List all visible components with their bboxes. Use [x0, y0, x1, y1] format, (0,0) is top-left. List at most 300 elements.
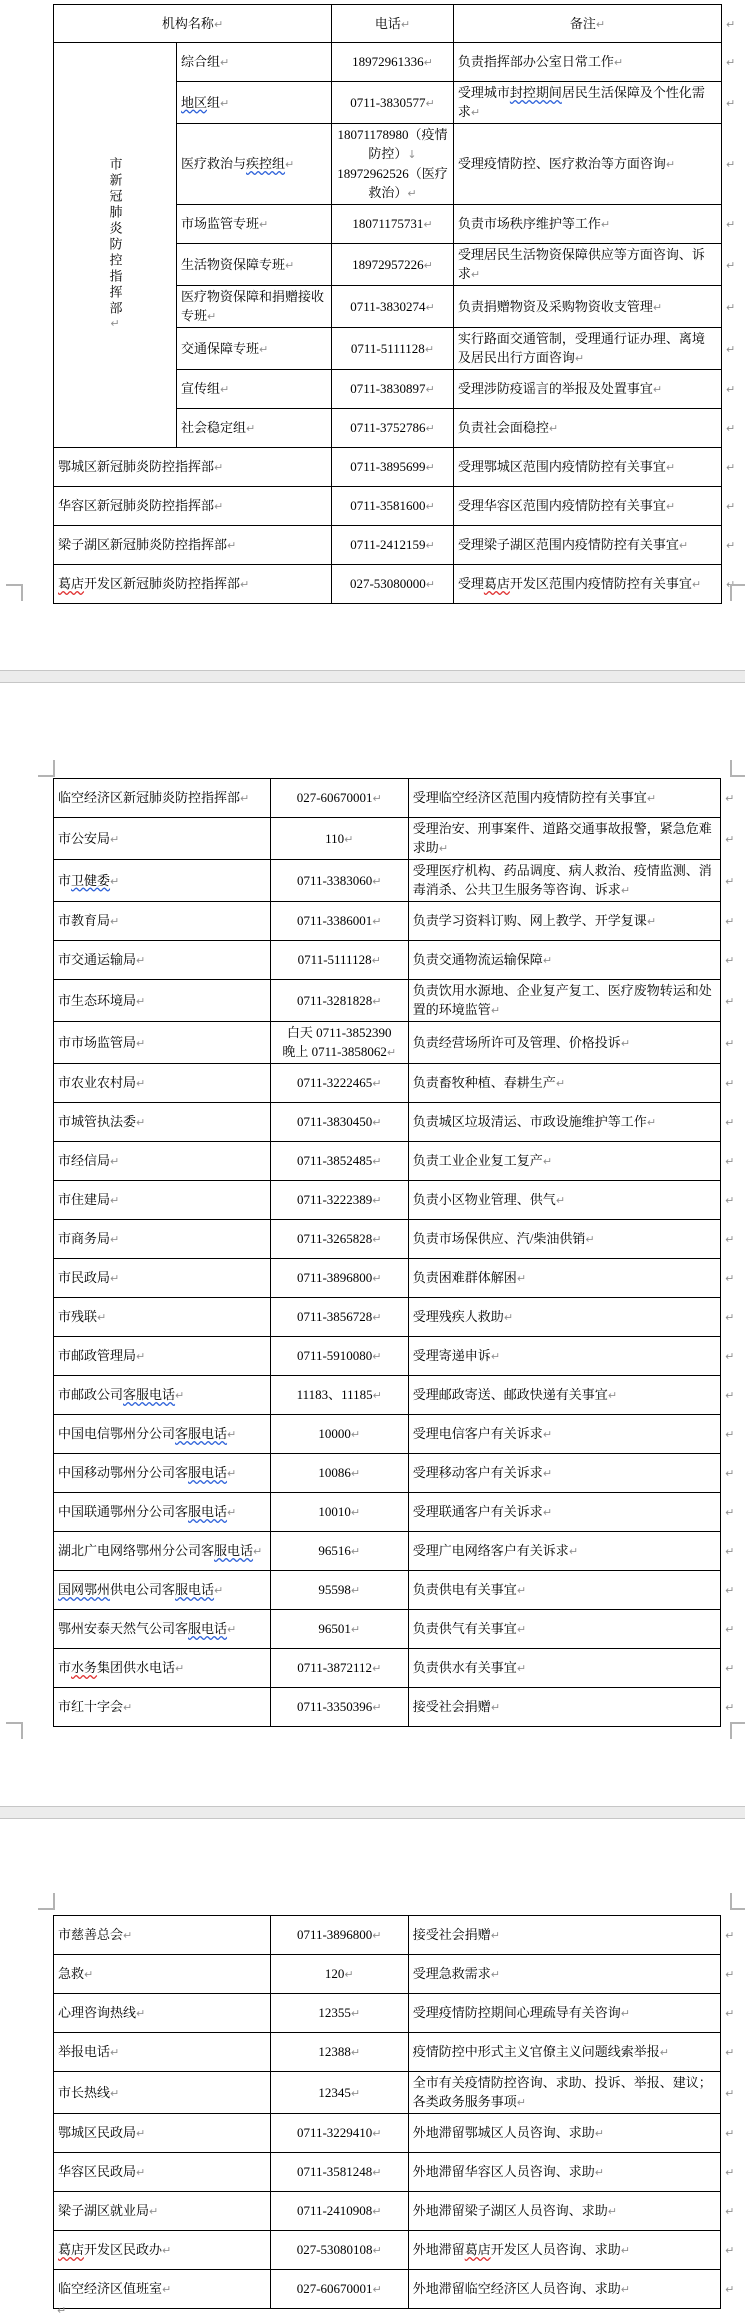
phone-cell: 10000↵ — [270, 1415, 408, 1454]
cell-end-mark: ↵ — [607, 1389, 618, 1402]
page-break-separator — [0, 1806, 745, 1819]
org-name-cell: 市邮政公司客服电话↵ — [54, 1376, 271, 1415]
table-row — [54, 1688, 745, 1727]
cell-end-mark: ↵ — [344, 1968, 354, 1981]
covid-contacts-table-page1 — [53, 4, 745, 604]
table-row — [54, 1532, 745, 1571]
cell-end-mark: ↵ — [438, 842, 449, 855]
table-row — [54, 2153, 745, 2192]
phone-cell: 0711-3281828↵ — [270, 980, 408, 1022]
cell-end-mark: ↵ — [490, 1968, 500, 1981]
cell-end-mark: ↵ — [285, 258, 295, 272]
note-cell: 外地滞留鄂城区人员咨询、求助↵ — [408, 2114, 720, 2153]
table-row — [54, 1298, 745, 1337]
table-row — [54, 1610, 745, 1649]
cell-end-mark: ↵ — [646, 915, 657, 928]
note-cell: 负责捐赠物资及采购物资收支管理↵ — [453, 286, 721, 328]
row-end-mark: ↵ — [725, 1272, 735, 1285]
org-name-cell: 市经信局↵ — [54, 1142, 271, 1181]
cell-end-mark: ↵ — [620, 884, 631, 897]
row-end-mark: ↵ — [725, 1428, 735, 1441]
note-cell: 受理居民生活物资保障供应等方面咨询、诉求↵ — [453, 244, 721, 286]
column-header-remarks: 备注↵ — [453, 5, 721, 43]
cell-end-mark: ↵ — [97, 1311, 107, 1324]
table-row — [54, 1376, 745, 1415]
cell-end-mark: ↵ — [372, 1116, 382, 1129]
phone-cell: 0711-3830897↵ — [332, 370, 454, 409]
cell-end-mark: ↵ — [542, 1467, 553, 1480]
cell-end-mark: ↵ — [372, 2205, 382, 2218]
cell-end-mark: ↵ — [425, 461, 435, 474]
table-row — [54, 1022, 745, 1064]
cell-end-mark: ↵ — [516, 1584, 527, 1597]
phone-cell: 027-60670001↵ — [270, 779, 408, 818]
org-name-cell: 华容区民政局↵ — [54, 2153, 271, 2192]
cell-end-mark: ↵ — [207, 310, 217, 323]
cell-end-mark: ↵ — [350, 1623, 361, 1636]
phone-cell: 0711-3265828↵ — [270, 1220, 408, 1259]
page-corner-mark — [38, 760, 55, 777]
covid-contacts-table-page2 — [53, 778, 745, 1727]
org-name-cell: 市教育局↵ — [54, 902, 271, 941]
note-cell: 受理移动客户有关诉求↵ — [408, 1454, 720, 1493]
phone-cell: 0711-3856728↵ — [270, 1298, 408, 1337]
cell-end-mark: ↵ — [110, 2086, 120, 2100]
row-end-mark: ↵ — [725, 1929, 735, 1942]
cell-end-mark: ↵ — [646, 1116, 657, 1129]
cell-end-mark: ↵ — [425, 422, 435, 435]
phone-cell: 0711-5910080↵ — [270, 1337, 408, 1376]
page-break-separator — [0, 670, 745, 683]
cell-end-mark: ↵ — [424, 342, 435, 356]
cell-end-mark: ↵ — [425, 300, 435, 314]
cell-end-mark: ↵ — [350, 2007, 361, 2020]
page-corner-mark — [6, 584, 23, 601]
org-name-cell: 生活物资保障专班↵ — [177, 244, 332, 286]
table-row — [54, 902, 745, 941]
table-row — [54, 1454, 745, 1493]
phone-cell: 0711-3896800↵ — [270, 1259, 408, 1298]
org-name-cell: 市卫健委↵ — [54, 860, 271, 902]
table-row — [54, 860, 745, 902]
org-name-cell: 临空经济区新冠肺炎防控指挥部↵ — [54, 779, 271, 818]
org-name-cell: 梁子湖区新冠肺炎防控指挥部↵ — [54, 526, 332, 565]
row-end-mark: ↵ — [725, 2127, 735, 2140]
row-end-mark: ↵ — [725, 1701, 735, 1714]
cell-end-mark: ↵ — [220, 383, 230, 396]
note-cell: 负责供电有关事宜↵ — [408, 1571, 720, 1610]
table-row — [54, 980, 745, 1022]
cell-end-mark: ↵ — [136, 1116, 146, 1129]
note-cell: 负责指挥部办公室日常工作↵ — [453, 43, 721, 82]
note-cell: 负责供水有关事宜↵ — [408, 1649, 720, 1688]
cell-end-mark: ↵ — [620, 2244, 630, 2257]
covid-contacts-table-page3 — [53, 1915, 745, 2309]
paragraph-mark: ↵ — [57, 2304, 67, 2317]
phone-cell: 0711-3229410↵ — [270, 2114, 408, 2153]
row-end-mark: ↵ — [725, 2166, 735, 2179]
phone-cell: 0711-3383060↵ — [270, 860, 408, 902]
cell-end-mark: ↵ — [542, 954, 553, 967]
cell-end-mark: ↵ — [136, 2007, 146, 2020]
cell-end-mark: ↵ — [607, 2205, 617, 2218]
cell-end-mark: ↵ — [425, 539, 435, 552]
table-row — [54, 43, 745, 82]
phone-cell: 18972961336↵ — [332, 43, 454, 82]
row-end-mark: ↵ — [725, 792, 735, 805]
cell-end-mark: ↵ — [220, 96, 230, 110]
org-name-cell: 市民政局↵ — [54, 1259, 271, 1298]
cell-end-mark: ↵ — [372, 915, 382, 928]
note-cell: 受理疫情防控期间心理疏导有关咨询↵ — [408, 1994, 720, 2033]
line-break-mark: ↓ — [407, 148, 417, 161]
cell-end-mark: ↵ — [344, 832, 354, 846]
cell-end-mark: ↵ — [423, 258, 433, 272]
cell-end-mark: ↵ — [613, 56, 624, 69]
cell-end-mark: ↵ — [108, 317, 122, 333]
org-name-cell: 社会稳定组↵ — [177, 409, 332, 448]
row-end-mark: ↵ — [725, 1116, 735, 1129]
cell-end-mark: ↵ — [470, 268, 481, 281]
org-name-cell: 交通保障专班↵ — [177, 328, 332, 370]
phone-cell: 0711-3350396↵ — [270, 1688, 408, 1727]
cell-end-mark: ↵ — [665, 461, 676, 474]
cell-end-mark: ↵ — [372, 1389, 382, 1402]
row-end-mark: ↵ — [725, 1968, 735, 1981]
org-name-cell: 市农业农村局↵ — [54, 1064, 271, 1103]
note-cell: 受理治安、刑事案件、道路交通事故报警，紧急危难求助↵ — [408, 818, 720, 860]
org-name-cell: 市交通运输局↵ — [54, 941, 271, 980]
cell-end-mark: ↵ — [425, 578, 435, 591]
cell-end-mark: ↵ — [110, 832, 120, 846]
note-cell: 受理葛店开发区范围内疫情防控有关事宜↵ — [453, 565, 721, 604]
table-row — [54, 1571, 745, 1610]
note-cell: 疫情防控中形式主义官僚主义问题线索举报↵ — [408, 2033, 720, 2072]
cell-end-mark: ↵ — [136, 2166, 146, 2179]
note-cell: 受理鄂城区范围内疫情防控有关事宜↵ — [453, 448, 721, 487]
cell-end-mark: ↵ — [372, 1194, 382, 1207]
cell-end-mark: ↵ — [123, 1701, 133, 1714]
page-corner-mark — [730, 1722, 745, 1739]
org-name-cell: 市住建局↵ — [54, 1181, 271, 1220]
note-cell: 受理广电网络客户有关诉求↵ — [408, 1532, 720, 1571]
phone-cell: 10086↵ — [270, 1454, 408, 1493]
cell-end-mark: ↵ — [240, 792, 250, 805]
phone-cell: 白天 0711-3852390 晚上 0711-3858062↵ — [270, 1022, 408, 1064]
org-name-cell: 市城管执法委↵ — [54, 1103, 271, 1142]
cell-end-mark: ↵ — [372, 994, 382, 1008]
cell-end-mark: ↵ — [665, 158, 676, 171]
cell-end-mark: ↵ — [240, 578, 250, 591]
cell-end-mark: ↵ — [350, 2046, 361, 2059]
cell-end-mark: ↵ — [400, 17, 411, 31]
table-row — [54, 2033, 745, 2072]
org-name-cell: 医疗救治与疾控组↵ — [177, 124, 332, 205]
row-end-mark: ↵ — [725, 1036, 735, 1050]
cell-end-mark: ↵ — [259, 342, 269, 356]
note-cell: 负责交通物流运输保障↵ — [408, 941, 720, 980]
note-cell: 受理急救需求↵ — [408, 1955, 720, 1994]
note-cell: 负责小区物业管理、供气↵ — [408, 1181, 720, 1220]
org-name-cell: 市红十字会↵ — [54, 1688, 271, 1727]
note-cell: 实行路面交通管制，受理通行证办理、离境及居民出行方面咨询↵ — [453, 328, 721, 370]
cell-end-mark: ↵ — [372, 1311, 382, 1324]
note-cell: 负责市场保供应、汽/柴油供销↵ — [408, 1220, 720, 1259]
note-cell: 受理残疾人救助↵ — [408, 1298, 720, 1337]
table-row — [54, 1064, 745, 1103]
phone-cell: 0711-3872112↵ — [270, 1649, 408, 1688]
table-row — [54, 1337, 745, 1376]
org-name-cell: 市长热线↵ — [54, 2072, 271, 2114]
row-end-mark: ↵ — [725, 954, 735, 967]
cell-end-mark: ↵ — [372, 2127, 382, 2140]
note-cell: 受理梁子湖区范围内疫情防控有关事宜↵ — [453, 526, 721, 565]
note-cell: 接受社会捐赠↵ — [408, 1916, 720, 1955]
cell-end-mark: ↵ — [149, 2205, 159, 2218]
cell-end-mark: ↵ — [214, 461, 224, 474]
row-end-mark: ↵ — [725, 96, 736, 110]
note-cell: 受理电信客户有关诉求↵ — [408, 1415, 720, 1454]
row-end-mark: ↵ — [725, 1506, 735, 1519]
phone-cell: 0711-5111128↵ — [270, 941, 408, 980]
note-cell: 受理邮政寄送、邮政快递有关事宜↵ — [408, 1376, 720, 1415]
phone-cell: 0711-3830577↵ — [332, 82, 454, 124]
cell-end-mark: ↵ — [123, 1929, 133, 1942]
table-row — [54, 818, 745, 860]
cell-end-mark: ↵ — [227, 1623, 237, 1636]
org-name-cell: 市水务集团供水电话↵ — [54, 1649, 271, 1688]
phone-cell: 12355↵ — [270, 1994, 408, 2033]
org-name-cell: 市邮政管理局↵ — [54, 1337, 271, 1376]
org-name-cell: 举报电话↵ — [54, 2033, 271, 2072]
page-corner-mark — [730, 584, 745, 601]
phone-cell: 0711-3222465↵ — [270, 1064, 408, 1103]
cell-end-mark: ↵ — [214, 1584, 224, 1597]
table-row — [54, 487, 745, 526]
org-name-cell: 宣传组↵ — [177, 370, 332, 409]
note-cell: 外地滞留华容区人员咨询、求助↵ — [408, 2153, 720, 2192]
org-name-cell: 地区组↵ — [177, 82, 332, 124]
row-end-mark: ↵ — [725, 56, 736, 69]
phone-cell: 95598↵ — [270, 1571, 408, 1610]
table-row — [54, 1415, 745, 1454]
cell-end-mark: ↵ — [407, 187, 417, 200]
cell-end-mark: ↵ — [246, 422, 256, 435]
cell-end-mark: ↵ — [600, 218, 611, 231]
row-end-mark: ↵ — [725, 383, 736, 396]
cell-end-mark: ↵ — [162, 2283, 172, 2296]
cell-end-mark: ↵ — [652, 383, 663, 396]
cell-end-mark: ↵ — [350, 1545, 361, 1558]
phone-cell: 0711-3581248↵ — [270, 2153, 408, 2192]
cell-end-mark: ↵ — [516, 2096, 526, 2109]
table-header-row — [54, 5, 745, 43]
row-end-mark: ↵ — [725, 539, 736, 552]
column-header-organization: 机构名称↵ — [54, 5, 332, 43]
cell-end-mark: ↵ — [652, 300, 663, 314]
org-name-cell: 中国电信鄂州分公司客服电话↵ — [54, 1415, 271, 1454]
cell-end-mark: ↵ — [350, 1467, 361, 1480]
table-row — [54, 526, 745, 565]
cell-end-mark: ↵ — [503, 1311, 514, 1324]
row-end-mark: ↵ — [725, 915, 735, 928]
org-name-cell: 华容区新冠肺炎防控指挥部↵ — [54, 487, 332, 526]
column-header-phone: 电话↵ — [332, 5, 454, 43]
org-name-cell: 葛店开发区新冠肺炎防控指挥部↵ — [54, 565, 332, 604]
phone-cell: 0711-2410908↵ — [270, 2192, 408, 2231]
cell-end-mark: ↵ — [372, 792, 382, 805]
cell-end-mark: ↵ — [372, 1233, 382, 1246]
row-end-mark: ↵ — [725, 2007, 735, 2020]
cell-end-mark: ↵ — [84, 1968, 94, 1981]
cell-end-mark: ↵ — [372, 1662, 382, 1675]
phone-cell: 18071175731↵ — [332, 205, 454, 244]
cell-end-mark: ↵ — [678, 539, 689, 552]
row-end-mark: ↵ — [725, 158, 736, 171]
cell-end-mark: ↵ — [220, 56, 230, 69]
cell-end-mark: ↵ — [136, 2127, 146, 2140]
table-row — [54, 1994, 745, 2033]
row-end-mark: ↵ — [725, 1389, 735, 1402]
note-cell: 受理涉防疫谣言的举报及处置事宜↵ — [453, 370, 721, 409]
cell-end-mark: ↵ — [542, 1506, 553, 1519]
cell-end-mark: ↵ — [110, 874, 120, 888]
cell-end-mark: ↵ — [585, 1233, 595, 1246]
cell-end-mark: ↵ — [350, 1584, 361, 1597]
row-end-mark: ↵ — [725, 1662, 735, 1675]
note-cell: 负责畜牧种植、春耕生产↵ — [408, 1064, 720, 1103]
row-end-mark: ↵ — [725, 1233, 735, 1246]
org-name-cell: 鄂城区民政局↵ — [54, 2114, 271, 2153]
note-cell: 负责市场秩序维护等工作↵ — [453, 205, 721, 244]
cell-end-mark: ↵ — [490, 1701, 501, 1714]
note-cell: 负责经营场所许可及管理、价格投诉↵ — [408, 1022, 720, 1064]
phone-cell: 0711-3896800↵ — [270, 1916, 408, 1955]
cell-end-mark: ↵ — [372, 1155, 382, 1168]
note-cell: 负责饮用水源地、企业复产复工、医疗废物转运和处置的环境监管↵ — [408, 980, 720, 1022]
row-end-mark: ↵ — [725, 1155, 735, 1168]
phone-cell: 0711-3752786↵ — [332, 409, 454, 448]
cell-end-mark: ↵ — [542, 1155, 553, 1168]
cell-end-mark: ↵ — [136, 954, 146, 967]
note-cell: 负责工业企业复工复产↵ — [408, 1142, 720, 1181]
cell-end-mark: ↵ — [568, 1545, 579, 1558]
cell-end-mark: ↵ — [372, 2283, 382, 2296]
cell-end-mark: ↵ — [620, 1036, 631, 1050]
org-name-cell: 市公安局↵ — [54, 818, 271, 860]
cell-end-mark: ↵ — [213, 17, 224, 31]
row-end-mark: ↵ — [725, 874, 735, 888]
cell-end-mark: ↵ — [372, 2166, 382, 2179]
phone-cell: 12388↵ — [270, 2033, 408, 2072]
note-cell: 负责城区垃圾清运、市政设施维护等工作↵ — [408, 1103, 720, 1142]
phone-cell: 0711-5111128↵ — [332, 328, 454, 370]
org-name-cell: 市场监管专班↵ — [177, 205, 332, 244]
org-name-cell: 市残联↵ — [54, 1298, 271, 1337]
note-cell: 负责社会面稳控↵ — [453, 409, 721, 448]
table-row — [54, 2114, 745, 2153]
cell-end-mark: ↵ — [386, 1046, 397, 1059]
note-cell: 受理华容区范围内疫情防控有关事宜↵ — [453, 487, 721, 526]
cell-end-mark: ↵ — [555, 1077, 566, 1090]
cell-end-mark: ↵ — [110, 1233, 120, 1246]
page-corner-mark — [6, 1722, 23, 1739]
phone-cell: 18972957226↵ — [332, 244, 454, 286]
cell-end-mark: ↵ — [516, 1272, 527, 1285]
cell-end-mark: ↵ — [110, 1155, 120, 1168]
phone-cell: 0711-3222389↵ — [270, 1181, 408, 1220]
row-end-mark: ↵ — [725, 1545, 735, 1558]
org-name-cell: 市市场监管局↵ — [54, 1022, 271, 1064]
note-cell: 负责供气有关事宜↵ — [408, 1610, 720, 1649]
table-row — [54, 1649, 745, 1688]
row-end-mark: ↵ — [725, 218, 736, 231]
org-name-cell: 葛店开发区民政办↵ — [54, 2231, 271, 2270]
note-cell: 受理医疗机构、药品调度、病人救治、疫情监测、消毒消杀、公共卫生服务等咨询、诉求↵ — [408, 860, 720, 902]
org-name-cell: 临空经济区值班室↵ — [54, 2270, 271, 2309]
cell-end-mark: ↵ — [516, 1662, 527, 1675]
cell-end-mark: ↵ — [665, 500, 676, 513]
table-row — [54, 2270, 745, 2309]
org-name-cell: 心理咨询热线↵ — [54, 1994, 271, 2033]
phone-cell: 96501↵ — [270, 1610, 408, 1649]
note-cell: 外地滞留葛店开发区人员咨询、求助↵ — [408, 2231, 720, 2270]
cell-end-mark: ↵ — [490, 1004, 501, 1017]
cell-end-mark: ↵ — [594, 2166, 604, 2179]
cell-end-mark: ↵ — [372, 1272, 382, 1285]
phone-cell: 0711-3830274↵ — [332, 286, 454, 328]
note-cell: 外地滞留临空经济区人员咨询、求助↵ — [408, 2270, 720, 2309]
row-end-mark: ↵ — [725, 258, 736, 272]
org-name-cell: 湖北广电网络鄂州分公司客服电话↵ — [54, 1532, 271, 1571]
org-name-cell: 中国联通鄂州分公司客服电话↵ — [54, 1493, 271, 1532]
cell-end-mark: ↵ — [574, 352, 585, 365]
table-row — [54, 2231, 745, 2270]
org-name-cell: 国网鄂州供电公司客服电话↵ — [54, 1571, 271, 1610]
cell-end-mark: ↵ — [110, 915, 120, 928]
row-end-mark: ↵ — [725, 578, 736, 591]
table-row — [54, 941, 745, 980]
row-end-mark: ↵ — [725, 2086, 735, 2100]
org-name-cell: 市生态环境局↵ — [54, 980, 271, 1022]
cell-end-mark: ↵ — [620, 2283, 630, 2296]
row-end-mark: ↵ — [725, 2205, 735, 2218]
table-row — [54, 1103, 745, 1142]
row-end-mark: ↵ — [725, 2046, 735, 2059]
cell-end-mark: ↵ — [659, 2046, 669, 2059]
note-cell: 负责学习资料订购、网上教学、开学复课↵ — [408, 902, 720, 941]
table-row — [54, 779, 745, 818]
cell-end-mark: ↵ — [425, 96, 435, 110]
row-end-mark: ↵ — [725, 1350, 735, 1363]
cell-end-mark: ↵ — [595, 17, 606, 31]
cell-end-mark: ↵ — [646, 792, 657, 805]
cell-end-mark: ↵ — [227, 1428, 237, 1441]
phone-cell: 027-53080108↵ — [270, 2231, 408, 2270]
page-corner-mark — [38, 1893, 55, 1910]
row-end-mark: ↵ — [725, 342, 736, 356]
table-row — [54, 1142, 745, 1181]
row-end-mark: ↵ — [725, 1467, 735, 1480]
cell-end-mark: ↵ — [350, 2086, 361, 2100]
table-row — [54, 448, 745, 487]
cell-end-mark: ↵ — [285, 158, 295, 171]
cell-end-mark: ↵ — [542, 1428, 553, 1441]
org-name-cell: 市慈善总会↵ — [54, 1916, 271, 1955]
cell-end-mark: ↵ — [175, 1389, 185, 1402]
phone-cell: 0711-3895699↵ — [332, 448, 454, 487]
note-cell: 受理临空经济区范围内疫情防控有关事宜↵ — [408, 779, 720, 818]
